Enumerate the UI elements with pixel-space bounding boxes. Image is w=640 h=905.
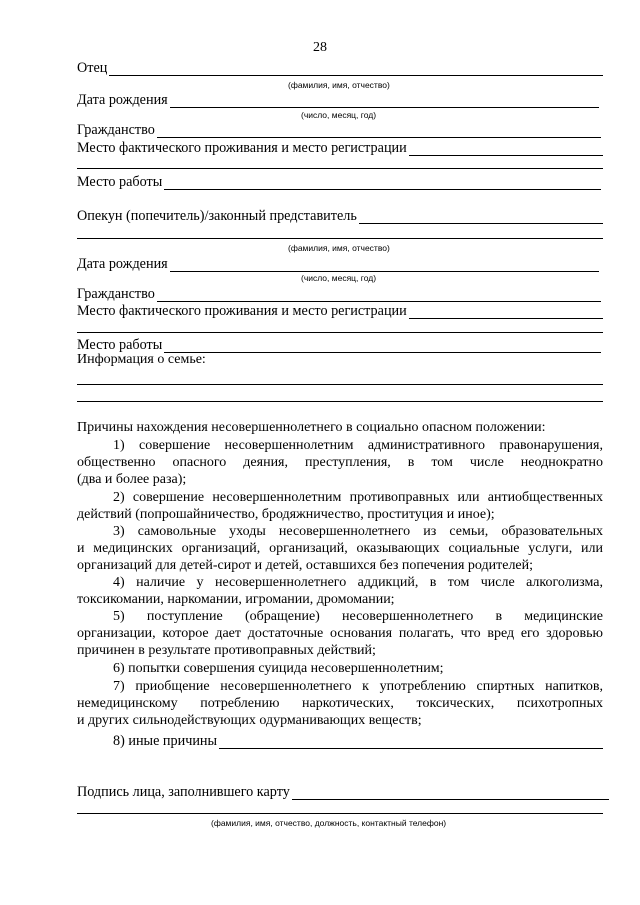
guardian-name-caption: (фамилия, имя, отчество) <box>288 243 390 253</box>
family-info-field-2[interactable] <box>77 401 603 402</box>
guardian-row <box>77 206 603 224</box>
guardian-residence-row <box>77 301 603 319</box>
guardian-citizenship-row <box>77 284 601 302</box>
father-work-field[interactable] <box>164 176 601 190</box>
reason-1-line-3: (два и более раза); <box>77 472 187 487</box>
reason-8-label: 8) иные причины <box>113 733 218 749</box>
guardian-residence-field-2[interactable] <box>77 332 603 333</box>
father-birth-label: Дата рождения <box>77 92 168 108</box>
family-info-field-1[interactable] <box>77 384 603 385</box>
father-citizenship-label: Гражданство <box>77 122 155 138</box>
guardian-citizenship-field[interactable] <box>157 288 601 302</box>
guardian-label: Опекун (попечитель)/законный представитель <box>77 208 357 224</box>
reason-8-row <box>113 731 603 749</box>
guardian-birth-field[interactable] <box>170 258 599 272</box>
father-residence-row <box>77 138 603 156</box>
guardian-name-field[interactable] <box>77 238 603 239</box>
father-label: Отец <box>77 60 108 76</box>
signature-label: Подпись лица, заполнившего карту <box>77 784 290 800</box>
guardian-birth-row <box>77 254 599 272</box>
reason-1-line-2: общественно опасного деяния, преступления, в том числе неоднократно <box>77 455 603 470</box>
father-residence-field[interactable] <box>409 142 603 156</box>
page-number: 28 <box>313 40 327 55</box>
father-work-row <box>77 172 601 190</box>
father-work-label: Место работы <box>77 174 163 190</box>
father-birth-row <box>77 90 599 108</box>
guardian-field[interactable] <box>359 210 603 224</box>
reason-7-line-3: и других сильнодействующих одурманивающих веществ; <box>77 713 422 728</box>
reason-4-line-1: 4) наличие у несовершеннолетнего аддикций, в том числе алкоголизма, <box>113 575 603 590</box>
father-citizenship-field[interactable] <box>157 124 601 138</box>
father-name-field[interactable] <box>109 62 603 76</box>
reason-2-line-2: действий (попрошайничество, бродяжничество, проституция и иное); <box>77 507 495 522</box>
reason-8-field[interactable] <box>219 735 603 749</box>
reason-6: 6) попытки совершения суицида несовершеннолетним; <box>113 661 444 676</box>
father-citizenship-row <box>77 120 601 138</box>
reason-5-line-2: организации, которое дает достаточные основания полагать, что вред его здоровью <box>77 626 603 641</box>
signature-row <box>77 782 609 800</box>
father-birth-field[interactable] <box>170 94 599 108</box>
signature-field[interactable] <box>292 786 609 800</box>
guardian-work-row <box>77 335 601 353</box>
reason-3-line-3: организаций для детей-сирот и детей, оставшихся без попечения родителей; <box>77 558 534 573</box>
reason-5-line-1: 5) поступление (обращение) несовершеннолетнего в медицинские <box>113 609 603 624</box>
reason-3-line-2: и медицинских организаций, организаций, оказывающих социальные услуги, или <box>77 541 603 556</box>
family-info-label: Информация о семье: <box>77 352 206 367</box>
father-name-row <box>77 58 603 76</box>
reason-3-line-1: 3) самовольные уходы несовершеннолетнего из семьи, образовательных <box>113 524 603 539</box>
guardian-residence-field[interactable] <box>409 305 603 319</box>
signature-name-field[interactable] <box>77 813 603 814</box>
reason-1-line-1: 1) совершение несовершеннолетним административного правонарушения, <box>113 438 603 453</box>
reason-7-line-1: 7) приобщение несовершеннолетнего к употреблению спиртных напитков, <box>113 679 603 694</box>
guardian-residence-label: Место фактического проживания и место регистрации <box>77 303 407 319</box>
reason-4-line-2: токсикомании, наркомании, игромании, дромомании; <box>77 592 395 607</box>
reason-5-line-3: причинен в результате противоправных действий; <box>77 643 376 658</box>
father-name-caption: (фамилия, имя, отчество) <box>288 80 390 90</box>
father-birth-caption: (число, месяц, год) <box>301 110 377 120</box>
guardian-work-field[interactable] <box>164 339 601 353</box>
reason-7-line-2: немедицинскому потреблению наркотических, токсических, психотропных <box>77 696 603 711</box>
guardian-birth-label: Дата рождения <box>77 256 168 272</box>
signature-caption: (фамилия, имя, отчество, должность, контактный телефон) <box>211 818 447 828</box>
father-residence-label: Место фактического проживания и место регистрации <box>77 140 407 156</box>
reasons-heading: Причины нахождения несовершеннолетнего в социально опасном положении: <box>77 420 546 435</box>
guardian-birth-caption: (число, месяц, год) <box>301 273 377 283</box>
guardian-work-label: Место работы <box>77 337 163 353</box>
guardian-citizenship-label: Гражданство <box>77 286 155 302</box>
father-residence-field-2[interactable] <box>77 168 603 169</box>
reason-2-line-1: 2) совершение несовершеннолетним противоправных или антиобщественных <box>113 490 603 505</box>
